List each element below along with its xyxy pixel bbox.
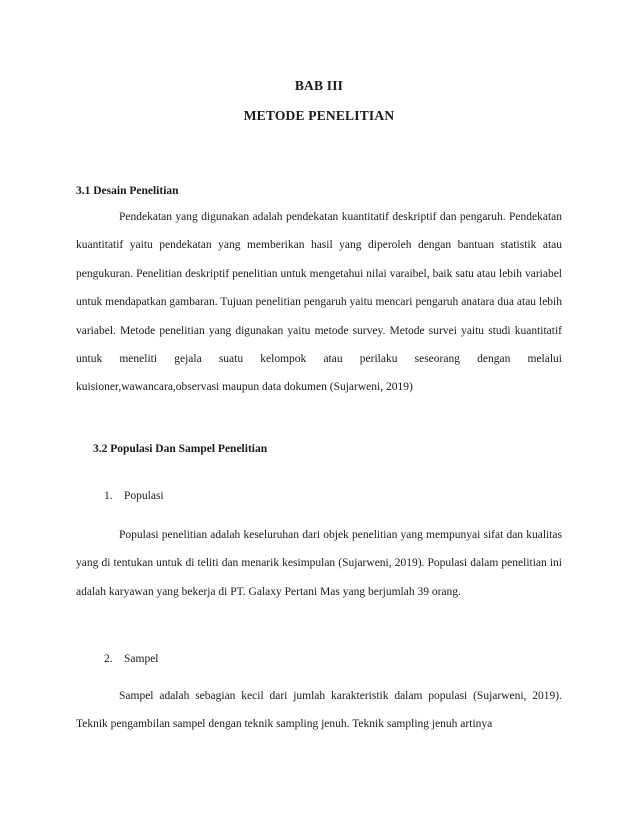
list-number: 1. <box>104 490 113 502</box>
list-item-sampel <box>104 653 159 665</box>
chapter-title: METODE PENELITIAN <box>243 108 395 123</box>
populasi-paragraph: Populasi penelitian adalah keseluruhan dari objek penelitian yang mempunyai sifat dan kualitas yang di tentukan untuk di teliti dan menarik kesimpulan (Sujarweni, 2019). Populasi dalam penelitian ini adalah karyawan yang bekerja di PT. Galaxy Pertani Mas yang berjumlah 39 orang. <box>76 529 562 598</box>
list-label: Populasi <box>124 490 164 502</box>
section-heading-3-1: 3.1 Desain Penelitian <box>76 185 179 197</box>
section-3-1-paragraph: Pendekatan yang digunakan adalah pendekatan kuantitatif deskriptif dan pengaruh. Pendekatan kuantitatif yaitu pendekatan yang memberikan hasil yang diperoleh dengan bantuan statistik atau pengukuran. Penelitian deskriptif penelitian untuk mengetahui nilai varaibel, baik satu atau lebih variabel untuk mendapatkan gambaran. Tujuan penelitian pengaruh yaitu mencari pengaruh anatara dua atau lebih variabel. Metode penelitian yang digunakan yaitu metode survey. Metode survei yaitu studi kuantitatif untuk meneliti gejala suatu kelompok atau perilaku seseorang dengan melalui kuisioner,wawancara,observasi maupun data dokumen (Sujarweni, 2019) <box>76 211 562 394</box>
list-number: 2. <box>104 653 113 665</box>
chapter-heading: BAB III <box>294 78 344 93</box>
list-label: Sampel <box>124 653 159 665</box>
sampel-paragraph: Sampel adalah sebagian kecil dari jumlah karakteristik dalam populasi (Sujarweni, 2019). Teknik pengambilan sampel dengan teknik sampling jenuh. Teknik sampling jenuh artinya <box>76 690 562 731</box>
list-item-populasi <box>104 490 164 502</box>
section-heading-3-2: 3.2 Populasi Dan Sampel Penelitian <box>93 443 268 455</box>
